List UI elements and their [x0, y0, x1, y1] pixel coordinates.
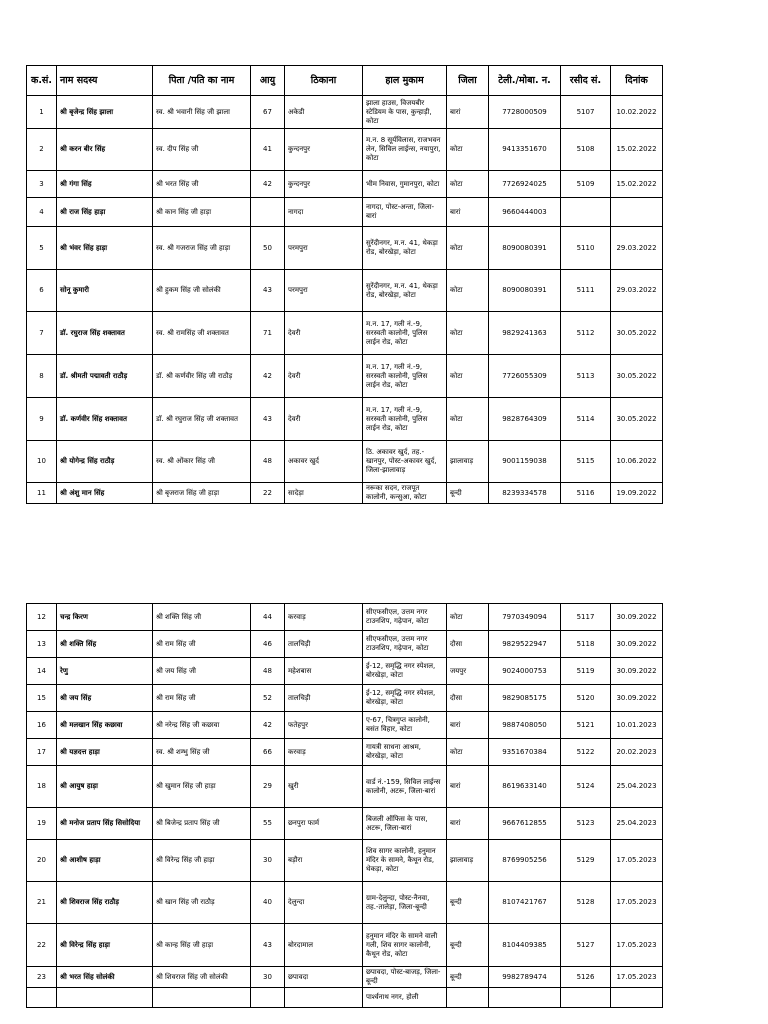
cell-name: श्री शिवराज सिंह राठौड़	[57, 882, 153, 924]
cell-age: 52	[251, 685, 285, 712]
cell-address: सुरेंदीनगर, म.न. 41, थेकड़ा रोड, बोरखेड़ा, कोटा	[363, 227, 447, 270]
cell-place: सादेड़ा	[285, 483, 363, 504]
cell-place: परमपुरा	[285, 270, 363, 312]
cell-sn: 16	[27, 712, 57, 739]
cell-phone: 9001159038	[489, 441, 561, 483]
cell-age: 43	[251, 398, 285, 441]
cell-father: श्री कान्ह सिंह जी हाड़ा	[153, 924, 251, 967]
cell-sn: 20	[27, 840, 57, 882]
cell-father: डॉ. श्री कर्णवीर सिंह जी राठौड़	[153, 355, 251, 398]
cell-address: ई-12, समृद्धि नगर स्पेशल, बोरखेड़ा, कोटा	[363, 685, 447, 712]
table-row	[27, 171, 663, 198]
col-header-sn: क.सं.	[27, 66, 57, 96]
cell-address: ठि. अकावर खुर्द, तह.-खानपुर, पोस्ट-अकावर खुर्द, जिला-झालावाड़	[363, 441, 447, 483]
cell-address: म.न. 8 सूर्यविलास, राजभवन लेन, सिविल लाईन्स, नयापुरा, कोटा	[363, 129, 447, 171]
cell-father: श्री शक्ति सिंह जी	[153, 604, 251, 631]
cell-district: बून्दी	[447, 924, 489, 967]
cell-phone: 9887408050	[489, 712, 561, 739]
cell-sn: 12	[27, 604, 57, 631]
cell-sn: 3	[27, 171, 57, 198]
cell-date	[611, 198, 663, 227]
cell-sn: 10	[27, 441, 57, 483]
col-header-phone: टेली./मोबा. न.	[489, 66, 561, 96]
table-row	[27, 198, 663, 227]
cell-district: झालावाड़	[447, 441, 489, 483]
table-row	[27, 96, 663, 129]
cell-age: 55	[251, 808, 285, 840]
cell-place: देवरी	[285, 355, 363, 398]
cell-father: स्व. श्री रामसिंह जी शक्तावत	[153, 312, 251, 355]
col-header-district: जिला	[447, 66, 489, 96]
cell-father: श्री हुकम सिंह जी सोलंकी	[153, 270, 251, 312]
cell-phone: 8104409385	[489, 924, 561, 967]
cell-father: स्व. दीप सिंह जी	[153, 129, 251, 171]
cell-phone: 8239334578	[489, 483, 561, 504]
cell-district: कोटा	[447, 604, 489, 631]
cell-date: 17.05.2023	[611, 967, 663, 988]
cell-date: 25.04.2023	[611, 808, 663, 840]
table-2-body	[27, 604, 663, 1008]
cell-name: श्री भंवर सिंह हाड़ा	[57, 227, 153, 270]
cell-date: 29.03.2022	[611, 227, 663, 270]
cell-phone: 9413351670	[489, 129, 561, 171]
cell-date: 25.04.2023	[611, 766, 663, 808]
cell-age: 22	[251, 483, 285, 504]
table-row	[27, 604, 663, 631]
cell-district: दौसा	[447, 685, 489, 712]
cell-address: ए-67, चित्रगुप्त कालोनी, बसंत विहार, कोटा	[363, 712, 447, 739]
cell-sn: 13	[27, 631, 57, 658]
cell-name: श्री राज सिंह हाड़ा	[57, 198, 153, 227]
cell-address: म.न. 17, गली नं.-9, सरस्वती कालोनी, पुलिस लाईन रोड, कोटा	[363, 398, 447, 441]
cell-place: खुरी	[285, 766, 363, 808]
cell-age: 42	[251, 355, 285, 398]
cell-receipt: 5113	[561, 355, 611, 398]
table-1-body	[27, 96, 663, 504]
cell-district: कोटा	[447, 270, 489, 312]
cell-place: महेशबास	[285, 658, 363, 685]
cell-address: ग्राम-देलुन्दा, पोस्ट-नैनवा, तह.-तालेड़ा, जिला-बून्दी	[363, 882, 447, 924]
header-row	[27, 66, 663, 96]
cell-age: 66	[251, 739, 285, 766]
cell-sn: 15	[27, 685, 57, 712]
col-header-age: आयु	[251, 66, 285, 96]
cell-sn	[27, 988, 57, 1008]
table-row	[27, 355, 663, 398]
cell-father: श्री राम सिंह जी	[153, 631, 251, 658]
cell-address: नागदा, पोस्ट-अन्ता, जिला-बारां	[363, 198, 447, 227]
cell-address: वार्ड नं.-159, सिविल लाईन्स कालोनी, अटरू, जिला-बारां	[363, 766, 447, 808]
table-row	[27, 739, 663, 766]
cell-place: बड़ौरा	[285, 840, 363, 882]
cell-phone: 9024000753	[489, 658, 561, 685]
cell-phone: 9829085175	[489, 685, 561, 712]
cell-receipt: 5122	[561, 739, 611, 766]
cell-sn: 4	[27, 198, 57, 227]
cell-receipt: 5126	[561, 967, 611, 988]
cell-receipt	[561, 988, 611, 1008]
cell-place: देवरी	[285, 398, 363, 441]
cell-date: 30.09.2022	[611, 631, 663, 658]
cell-date: 30.09.2022	[611, 685, 663, 712]
cell-sn: 14	[27, 658, 57, 685]
cell-place: छनपुरा फार्म	[285, 808, 363, 840]
cell-address: म.न. 17, गली नं.-9, सरस्वती कालोनी, पुलिस लाईन रोड, कोटा	[363, 355, 447, 398]
cell-father: श्री बृजराज सिंह जी हाड़ा	[153, 483, 251, 504]
col-header-father: पिता /पति का नाम	[153, 66, 251, 96]
cell-place: तालचिड़ी	[285, 685, 363, 712]
cell-district: बून्दी	[447, 967, 489, 988]
cell-phone: 8107421767	[489, 882, 561, 924]
cell-place: कुन्दनपुर	[285, 129, 363, 171]
cell-address: ई-12, समृद्धि नगर स्पेशल, बोरखेड़ा, कोटा	[363, 658, 447, 685]
cell-father: श्री भरत सिंह जी	[153, 171, 251, 198]
cell-age: 30	[251, 967, 285, 988]
cell-name: श्री आयुष हाड़ा	[57, 766, 153, 808]
cell-sn: 18	[27, 766, 57, 808]
cell-district: बारां	[447, 96, 489, 129]
cell-address: गायत्री साधना आश्रम, बोरखेड़ा, कोटा	[363, 739, 447, 766]
cell-place: अकेडी	[285, 96, 363, 129]
cell-address: सुरेंदीनगर, म.न. 41, थेकड़ा रोड, बोरखेड़ा, कोटा	[363, 270, 447, 312]
table-row	[27, 882, 663, 924]
cell-date: 10.01.2023	[611, 712, 663, 739]
table-row	[27, 840, 663, 882]
cell-place: देलुन्दा	[285, 882, 363, 924]
cell-receipt: 5124	[561, 766, 611, 808]
cell-sn: 17	[27, 739, 57, 766]
cell-name: रेणु	[57, 658, 153, 685]
table-row	[27, 685, 663, 712]
cell-receipt: 5123	[561, 808, 611, 840]
cell-father: स्व. श्री ओंकार सिंह जी	[153, 441, 251, 483]
cell-receipt: 5121	[561, 712, 611, 739]
cell-date: 17.05.2023	[611, 840, 663, 882]
cell-father: श्री जय सिंह जी	[153, 658, 251, 685]
cell-phone: 9829241363	[489, 312, 561, 355]
cell-sn: 23	[27, 967, 57, 988]
cell-district: दौसा	[447, 631, 489, 658]
cell-name: सोनू कुमारी	[57, 270, 153, 312]
cell-date: 17.05.2023	[611, 924, 663, 967]
cell-age: 43	[251, 924, 285, 967]
cell-age: 71	[251, 312, 285, 355]
table-row	[27, 441, 663, 483]
cell-phone: 8769905256	[489, 840, 561, 882]
cell-age: 30	[251, 840, 285, 882]
table-row	[27, 988, 663, 1008]
cell-address: पार्श्वनाथ नगर, होली	[363, 988, 447, 1008]
cell-name	[57, 988, 153, 1008]
cell-phone: 9982789474	[489, 967, 561, 988]
cell-phone: 7726055309	[489, 355, 561, 398]
cell-date: 30.09.2022	[611, 658, 663, 685]
cell-name: श्री करन बीर सिंह	[57, 129, 153, 171]
cell-name: श्री जय सिंह	[57, 685, 153, 712]
cell-district: कोटा	[447, 739, 489, 766]
cell-father: श्री खान सिंह जी राठौड़	[153, 882, 251, 924]
cell-father: श्री बिजेन्द्र प्रताप सिंह जी	[153, 808, 251, 840]
col-header-date: दिनांक	[611, 66, 663, 96]
cell-address: छपावदा, पोस्ट-बाजड़, जिला-बून्दी	[363, 967, 447, 988]
cell-father: श्री शिवराज सिंह जी सोलंकी	[153, 967, 251, 988]
cell-place	[285, 988, 363, 1008]
cell-address: म.न. 17, गली नं.-9, सरस्वती कालोनी, पुलिस लाईन रोड, कोटा	[363, 312, 447, 355]
cell-district: कोटा	[447, 398, 489, 441]
cell-name: श्री योगेन्द्र सिंह राठौड़	[57, 441, 153, 483]
cell-sn: 5	[27, 227, 57, 270]
cell-father: श्री कान सिंह जी हाड़ा	[153, 198, 251, 227]
cell-phone: 8090080391	[489, 270, 561, 312]
cell-phone: 9667612855	[489, 808, 561, 840]
cell-address: नरूका सदन, राजपूत कालोनी, कन्सुआ, कोटा	[363, 483, 447, 504]
cell-date: 30.05.2022	[611, 398, 663, 441]
cell-age: 43	[251, 270, 285, 312]
cell-address: हनुमान मंदिर के सामने वाली गली, शिव सागर कालोनी, कैथून रोड, कोटा	[363, 924, 447, 967]
cell-father: श्री राम सिंह जी	[153, 685, 251, 712]
cell-place: तालचिड़ी	[285, 631, 363, 658]
cell-district: बून्दी	[447, 882, 489, 924]
cell-place: बोरदामाल	[285, 924, 363, 967]
cell-name: श्री शक्ति सिंह	[57, 631, 153, 658]
table-row	[27, 312, 663, 355]
table-row	[27, 658, 663, 685]
members-table-1	[26, 65, 663, 504]
cell-place: कुन्दनपुर	[285, 171, 363, 198]
table-row	[27, 924, 663, 967]
cell-receipt: 5120	[561, 685, 611, 712]
cell-receipt: 5116	[561, 483, 611, 504]
cell-receipt: 5109	[561, 171, 611, 198]
cell-name: श्री बृजेन्द्र सिंह झाला	[57, 96, 153, 129]
cell-phone: 8090080391	[489, 227, 561, 270]
cell-age: 50	[251, 227, 285, 270]
cell-phone: 9828764309	[489, 398, 561, 441]
col-header-place: ठिकाना	[285, 66, 363, 96]
cell-place: परमपुरा	[285, 227, 363, 270]
cell-place: करवाड़	[285, 739, 363, 766]
cell-sn: 6	[27, 270, 57, 312]
table-row	[27, 808, 663, 840]
cell-address: शिव सागर कालोनी, हनुमान मंदिर के सामने, कैथून रोड, थेकड़ा, कोटा	[363, 840, 447, 882]
cell-age: 41	[251, 129, 285, 171]
cell-name: चन्द्र किरण	[57, 604, 153, 631]
cell-sn: 21	[27, 882, 57, 924]
col-header-receipt: रसीद सं.	[561, 66, 611, 96]
cell-receipt: 5128	[561, 882, 611, 924]
cell-date: 10.06.2022	[611, 441, 663, 483]
cell-name: श्री मलखान सिंह कछावा	[57, 712, 153, 739]
cell-sn: 22	[27, 924, 57, 967]
table-row	[27, 631, 663, 658]
col-header-name: नाम सदस्य	[57, 66, 153, 96]
cell-name: श्री मनोज प्रताप सिंह सिसोदिया	[57, 808, 153, 840]
cell-phone	[489, 988, 561, 1008]
cell-place: फतेहपुर	[285, 712, 363, 739]
cell-date: 15.02.2022	[611, 129, 663, 171]
table-row	[27, 227, 663, 270]
cell-date: 30.05.2022	[611, 355, 663, 398]
cell-receipt: 5117	[561, 604, 611, 631]
cell-father: स्व. श्री शम्भु सिंह जी	[153, 739, 251, 766]
cell-phone: 7970349094	[489, 604, 561, 631]
cell-age: 46	[251, 631, 285, 658]
cell-receipt: 5112	[561, 312, 611, 355]
cell-father: स्व. श्री भवानी सिंह जी झाला	[153, 96, 251, 129]
cell-age: 44	[251, 604, 285, 631]
cell-date	[611, 988, 663, 1008]
cell-district: कोटा	[447, 171, 489, 198]
cell-father: श्री खुमान सिंह जी हाड़ा	[153, 766, 251, 808]
cell-receipt: 5115	[561, 441, 611, 483]
table-row	[27, 766, 663, 808]
cell-name: श्री भरत सिंह सोलंकी	[57, 967, 153, 988]
cell-name: डॉ. कर्णवीर सिंह शक्तावत	[57, 398, 153, 441]
cell-phone: 9660444003	[489, 198, 561, 227]
cell-name: श्री अंशु मान सिंह	[57, 483, 153, 504]
cell-phone: 7728000509	[489, 96, 561, 129]
cell-date: 29.03.2022	[611, 270, 663, 312]
cell-sn: 2	[27, 129, 57, 171]
cell-district: बारां	[447, 766, 489, 808]
cell-sn: 11	[27, 483, 57, 504]
col-header-address: हाल मुकाम	[363, 66, 447, 96]
cell-age	[251, 988, 285, 1008]
cell-district: कोटा	[447, 312, 489, 355]
cell-date: 10.02.2022	[611, 96, 663, 129]
cell-date: 15.02.2022	[611, 171, 663, 198]
cell-district: बारां	[447, 808, 489, 840]
cell-name: श्री गंगा सिंह	[57, 171, 153, 198]
cell-name: श्री यज्ञदत्त हाड़ा	[57, 739, 153, 766]
cell-age: 42	[251, 712, 285, 739]
cell-date: 17.05.2023	[611, 882, 663, 924]
cell-name: डॉ. रघुराज सिंह शक्तावत	[57, 312, 153, 355]
cell-date: 19.09.2022	[611, 483, 663, 504]
cell-date: 30.05.2022	[611, 312, 663, 355]
cell-place: करवाड़	[285, 604, 363, 631]
cell-sn: 9	[27, 398, 57, 441]
table-row	[27, 712, 663, 739]
cell-district: बारां	[447, 712, 489, 739]
cell-address: बिजली ऑफिस के पास, अटरू, जिला-बारां	[363, 808, 447, 840]
cell-date: 30.09.2022	[611, 604, 663, 631]
cell-district: बारां	[447, 198, 489, 227]
cell-father: डॉ. श्री रघुराज सिंह जी शक्तावत	[153, 398, 251, 441]
cell-receipt: 5127	[561, 924, 611, 967]
cell-district: कोटा	[447, 355, 489, 398]
cell-receipt: 5111	[561, 270, 611, 312]
table-row	[27, 129, 663, 171]
cell-district: जयपुर	[447, 658, 489, 685]
cell-place: देवरी	[285, 312, 363, 355]
cell-sn: 19	[27, 808, 57, 840]
members-table-2	[26, 603, 663, 1008]
cell-receipt: 5110	[561, 227, 611, 270]
cell-phone: 8619633140	[489, 766, 561, 808]
cell-place: नागदा	[285, 198, 363, 227]
table-row	[27, 398, 663, 441]
table-row	[27, 483, 663, 504]
cell-name: डॉ. श्रीमती पद्मावती राठौड़	[57, 355, 153, 398]
cell-phone: 9829522947	[489, 631, 561, 658]
cell-sn: 1	[27, 96, 57, 129]
cell-address: सीएफसीएल, उत्तम नगर टाउनशिप, गढ़ेपान, कोटा	[363, 631, 447, 658]
cell-district	[447, 988, 489, 1008]
cell-receipt: 5119	[561, 658, 611, 685]
cell-receipt: 5118	[561, 631, 611, 658]
cell-father: श्री नरेन्द्र सिंह जी कछावा	[153, 712, 251, 739]
cell-district: बून्दी	[447, 483, 489, 504]
cell-date: 20.02.2023	[611, 739, 663, 766]
cell-sn: 7	[27, 312, 57, 355]
cell-sn: 8	[27, 355, 57, 398]
cell-name: श्री विरेन्द्र सिंह हाड़ा	[57, 924, 153, 967]
cell-receipt: 5108	[561, 129, 611, 171]
cell-district: कोटा	[447, 129, 489, 171]
cell-phone: 7726924025	[489, 171, 561, 198]
cell-father: श्री विरेन्द्र सिंह जी हाड़ा	[153, 840, 251, 882]
cell-age: 40	[251, 882, 285, 924]
cell-receipt: 5129	[561, 840, 611, 882]
cell-age: 67	[251, 96, 285, 129]
cell-age: 29	[251, 766, 285, 808]
cell-father	[153, 988, 251, 1008]
cell-receipt: 5107	[561, 96, 611, 129]
cell-address: झाला हाउस, विजयबीर स्टेडियम के पास, कुन्हाड़ी, कोटा	[363, 96, 447, 129]
table-row	[27, 270, 663, 312]
cell-receipt	[561, 198, 611, 227]
cell-district: कोटा	[447, 227, 489, 270]
cell-father: स्व. श्री गजराज सिंह जी हाड़ा	[153, 227, 251, 270]
cell-receipt: 5114	[561, 398, 611, 441]
cell-address: भीम निवास, गुमानपुरा, कोटा	[363, 171, 447, 198]
table-row	[27, 967, 663, 988]
cell-place: अकावर खुर्द	[285, 441, 363, 483]
cell-age	[251, 198, 285, 227]
cell-district: झालावाड़	[447, 840, 489, 882]
cell-name: श्री आशीष हाड़ा	[57, 840, 153, 882]
cell-phone: 9351670384	[489, 739, 561, 766]
cell-age: 48	[251, 658, 285, 685]
cell-age: 42	[251, 171, 285, 198]
cell-age: 48	[251, 441, 285, 483]
cell-place: छपावदा	[285, 967, 363, 988]
cell-address: सीएफसीएल, उत्तम नगर टाउनशिप, गढ़ेपान, कोटा	[363, 604, 447, 631]
